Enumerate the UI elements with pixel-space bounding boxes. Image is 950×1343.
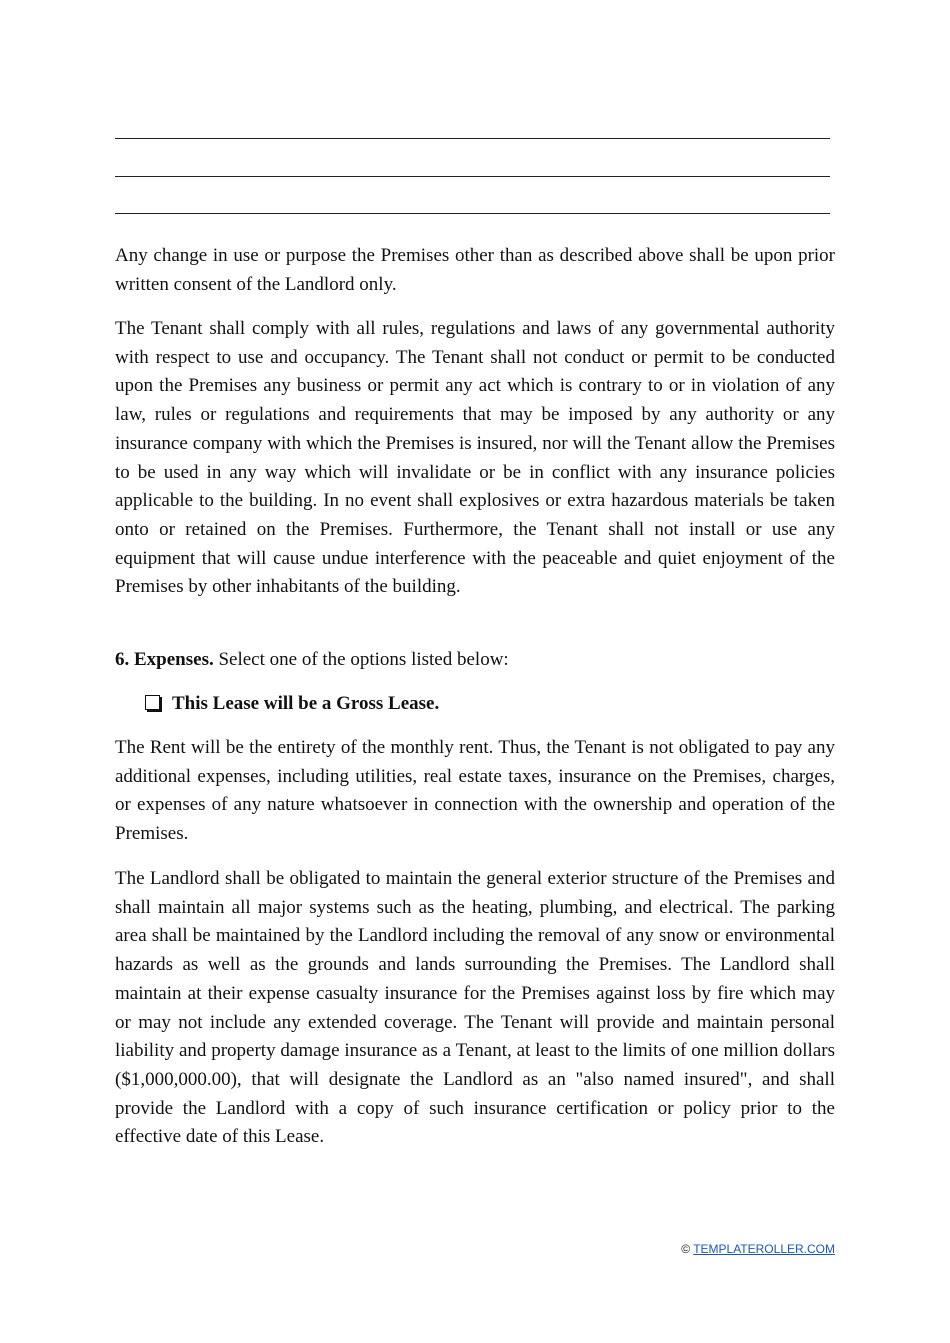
- blank-line-2[interactable]: [115, 176, 830, 177]
- copyright-icon: ©: [681, 1242, 691, 1256]
- section-intro: Select one of the options listed below:: [218, 649, 509, 670]
- footer: [681, 1242, 835, 1256]
- section-expenses: [115, 646, 835, 675]
- paragraph-use-change: Any change in use or purpose the Premises other than as described above shall be upon prior written consent of the Landlord only.: [115, 245, 835, 295]
- paragraph-rent-entirety: The Rent will be the entirety of the monthly rent. Thus, the Tenant is not obligated to pay any additional expenses, including utilities, real estate taxes, insurance on the Premises, charges, or expenses of any nature whatsoever in connection with the ownership and operation of the Premises.: [115, 737, 835, 845]
- gross-lease-option[interactable]: [145, 690, 439, 719]
- templateroller-link[interactable]: TEMPLATEROLLER.COM: [693, 1242, 835, 1256]
- section-heading: 6. Expenses.: [115, 649, 214, 670]
- gross-lease-label: This Lease will be a Gross Lease.: [172, 693, 440, 714]
- blank-line-1[interactable]: [115, 138, 830, 139]
- blank-line-3[interactable]: [115, 213, 830, 214]
- paragraph-compliance: The Tenant shall comply with all rules, regulations and laws of any governmental authority with respect to use and occupancy. The Tenant shall not conduct or permit to be conducted upon the Premises any business or permit any act which is contrary to or in violation of any law, rules or regulations and requirements that may be imposed by any authority or any insurance company with which the Premises is insured, nor will the Tenant allow the Premises to be used in any way which will invalidate or be in conflict with any insurance policies applicable to the building. In no event shall explosives or extra hazardous materials be taken onto or retained on the Premises. Furthermore, the Tenant shall not install or use any equipment that will cause undue interference with the peaceable and quiet enjoyment of the Premises by other inhabitants of the building.: [115, 318, 835, 598]
- paragraph-landlord-obligations: The Landlord shall be obligated to maintain the general exterior structure of the Premises and shall maintain all major systems such as the heating, plumbing, and electrical. The parking area shall be maintained by the Landlord including the removal of any snow or environmental hazards as well as the grounds and lands surrounding the Premises. The Landlord shall maintain at their expense casualty insurance for the Premises against loss by fire which may or may not include any extended coverage. The Tenant will provide and maintain personal liability and property damage insurance as a Tenant, at least to the limits of one million dollars ($1,000,000.00), that will designate the Landlord as an "also named insured", and shall provide the Landlord with a copy of such insurance certification or policy prior to the effective date of this Lease.: [115, 868, 835, 1148]
- checkbox-icon[interactable]: [145, 695, 160, 710]
